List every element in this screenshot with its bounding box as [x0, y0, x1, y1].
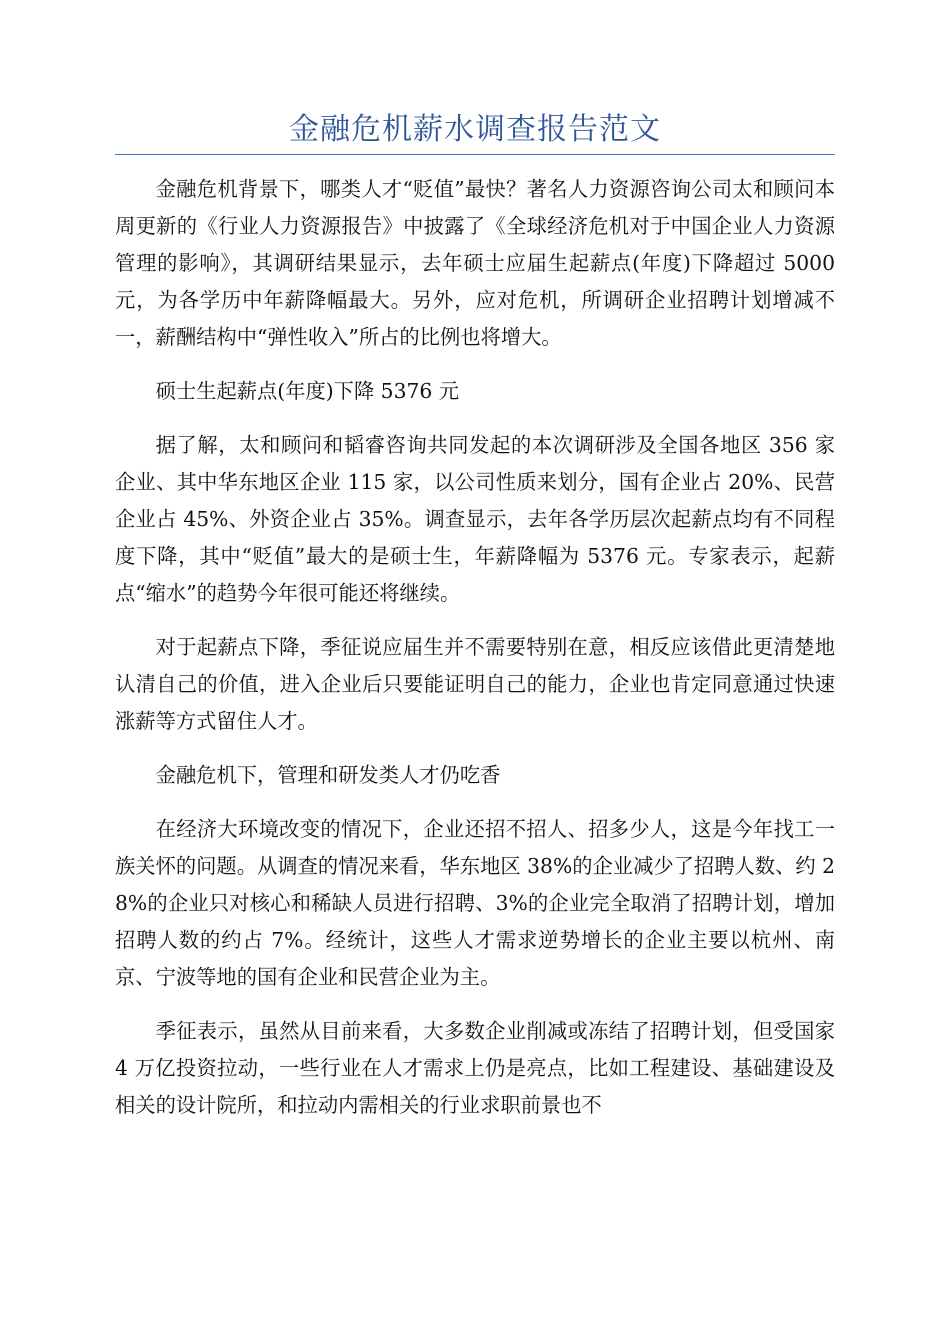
section-heading-salary-drop: 硕士生起薪点(年度)下降 5376 元: [155, 379, 460, 403]
paragraph-expert-advice: 对于起薪点下降，季征说应届生并不需要特别在意，相反应该借此更清楚地认清自己的价值，进入企业后只要能证明自己的能力，企业也肯定同意通过快速涨薪等方式留住人才。: [115, 635, 835, 733]
title-underline: [115, 154, 835, 155]
document-body: [115, 171, 835, 1141]
document-title: 金融危机薪水调查报告范文: [289, 112, 661, 147]
paragraph-survey-scope: 据了解，太和顾问和韬睿咨询共同发起的本次调研涉及全国各地区 356 家企业、其中华东地区企业 115 家，以公司性质来划分，国有企业占 20%、民营企业占 45%、外资企业占 35%。调查显示，去年各学历层次起薪点均有不同程度下降，其中“贬值”最大的是硕士生，年薪降幅为 5376 元。专家表示，起薪点“缩水”的趋势今年很可能还将继续。: [115, 433, 835, 605]
section-heading-talent-demand: 金融危机下，管理和研发类人才仍吃香: [155, 763, 501, 787]
paragraph-hiring-plans: 在经济大环境改变的情况下，企业还招不招人、招多少人，这是今年找工一族关怀的问题。从调查的情况来看，华东地区 38%的企业减少了招聘人数、约 28%的企业只对核心和稀缺人员进行招聘、3%的企业完全取消了招聘计划，增加招聘人数的约占 7%。经统计，这些人才需求逆势增长的企业主要以杭州、南京、宁波等地的国有企业和民营企业为主。: [115, 817, 835, 989]
paragraph-industry-outlook: 季征表示，虽然从目前来看，大多数企业削减或冻结了招聘计划，但受国家 4 万亿投资拉动，一些行业在人才需求上仍是亮点，比如工程建设、基础建设及相关的设计院所，和拉动内需相关的行业求职前景也不: [115, 1019, 835, 1117]
paragraph-intro: 金融危机背景下，哪类人才“贬值”最快？著名人力资源咨询公司太和顾问本周更新的《行业人力资源报告》中披露了《全球经济危机对于中国企业人力资源管理的影响》，其调研结果显示，去年硕士应届生起薪点(年度)下降超过 5000 元，为各学历中年薪降幅最大。另外，应对危机，所调研企业招聘计划增减不一，薪酬结构中“弹性收入”所占的比例也将增大。: [115, 177, 835, 349]
